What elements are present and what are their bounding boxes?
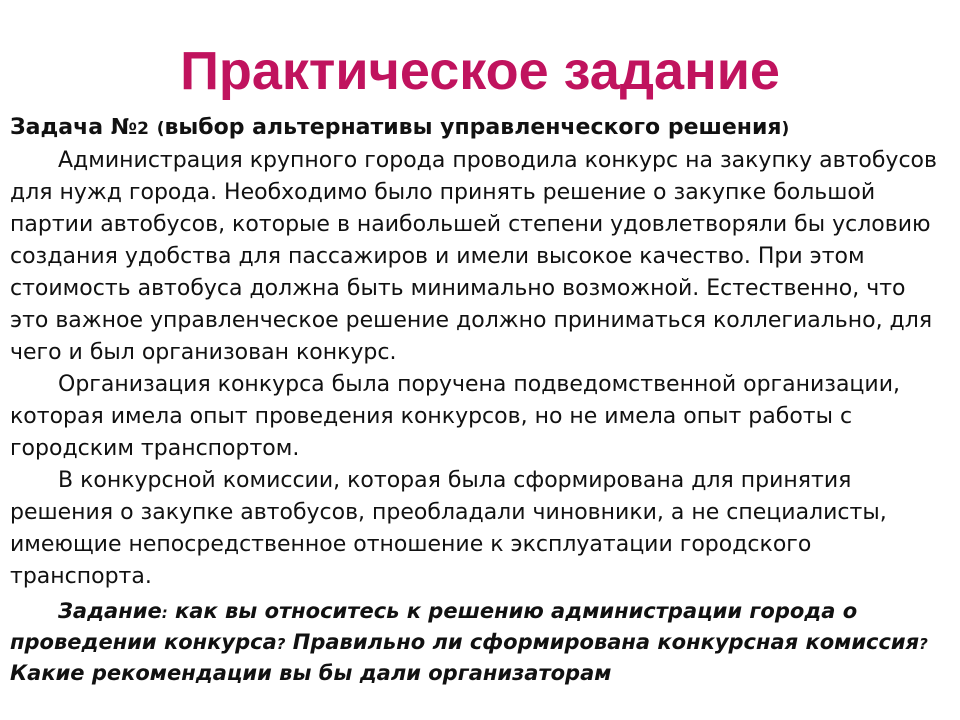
task-heading-label: Задача № <box>10 115 138 140</box>
paragraph-1: Администрация крупного города проводила конкурс на закупку автобусов для нужд города. Необходимо было принять решение о закупке большой партии автобусов, которые в наибольшей степени удовлетворяли бы условию создания удобства для пассажиров и имели высокое качество. При этом стоимость автобуса должна быть минимально возможной. Естественно, что это важное управленческое решение должно приниматься коллегиально, для чего и был организован конкурс. <box>10 148 937 365</box>
assignment <box>10 597 945 688</box>
assignment-qmark-2: ? <box>919 635 928 653</box>
assignment-colon: : <box>161 604 168 622</box>
paragraph-3: В конкурсной комиссии, которая была сформирована для принятия решения о закупке автобусов, преобладали чиновники, а не специалисты, имеющие непосредственное отношение к эксплуатации городского транспорта. <box>10 468 887 589</box>
task-heading-topic: выбор альтернативы управленческого решения <box>164 115 782 140</box>
slide-title: Практическое задание <box>180 41 780 101</box>
task-heading <box>10 112 945 145</box>
task-heading-open-paren: ( <box>156 119 165 139</box>
slide-content <box>10 112 945 688</box>
assignment-question-1: как вы относитесь к решению администрации города о проведении конкурса <box>10 599 858 654</box>
assignment-question-2: Правильно ли сформирована конкурсная комиссия <box>285 630 920 654</box>
assignment-question-3: Какие рекомендации вы бы дали организаторам <box>10 661 612 685</box>
task-heading-close-paren: ) <box>781 119 790 139</box>
assignment-qmark-1: ? <box>276 635 286 653</box>
assignment-label: Задание <box>58 599 162 623</box>
paragraph-2: Организация конкурса была поручена подведомственной организации, которая имела опыт проведения конкурсов, но не имела опыт работы с городским транспортом. <box>10 372 900 461</box>
task-heading-number: 2 <box>137 119 150 139</box>
